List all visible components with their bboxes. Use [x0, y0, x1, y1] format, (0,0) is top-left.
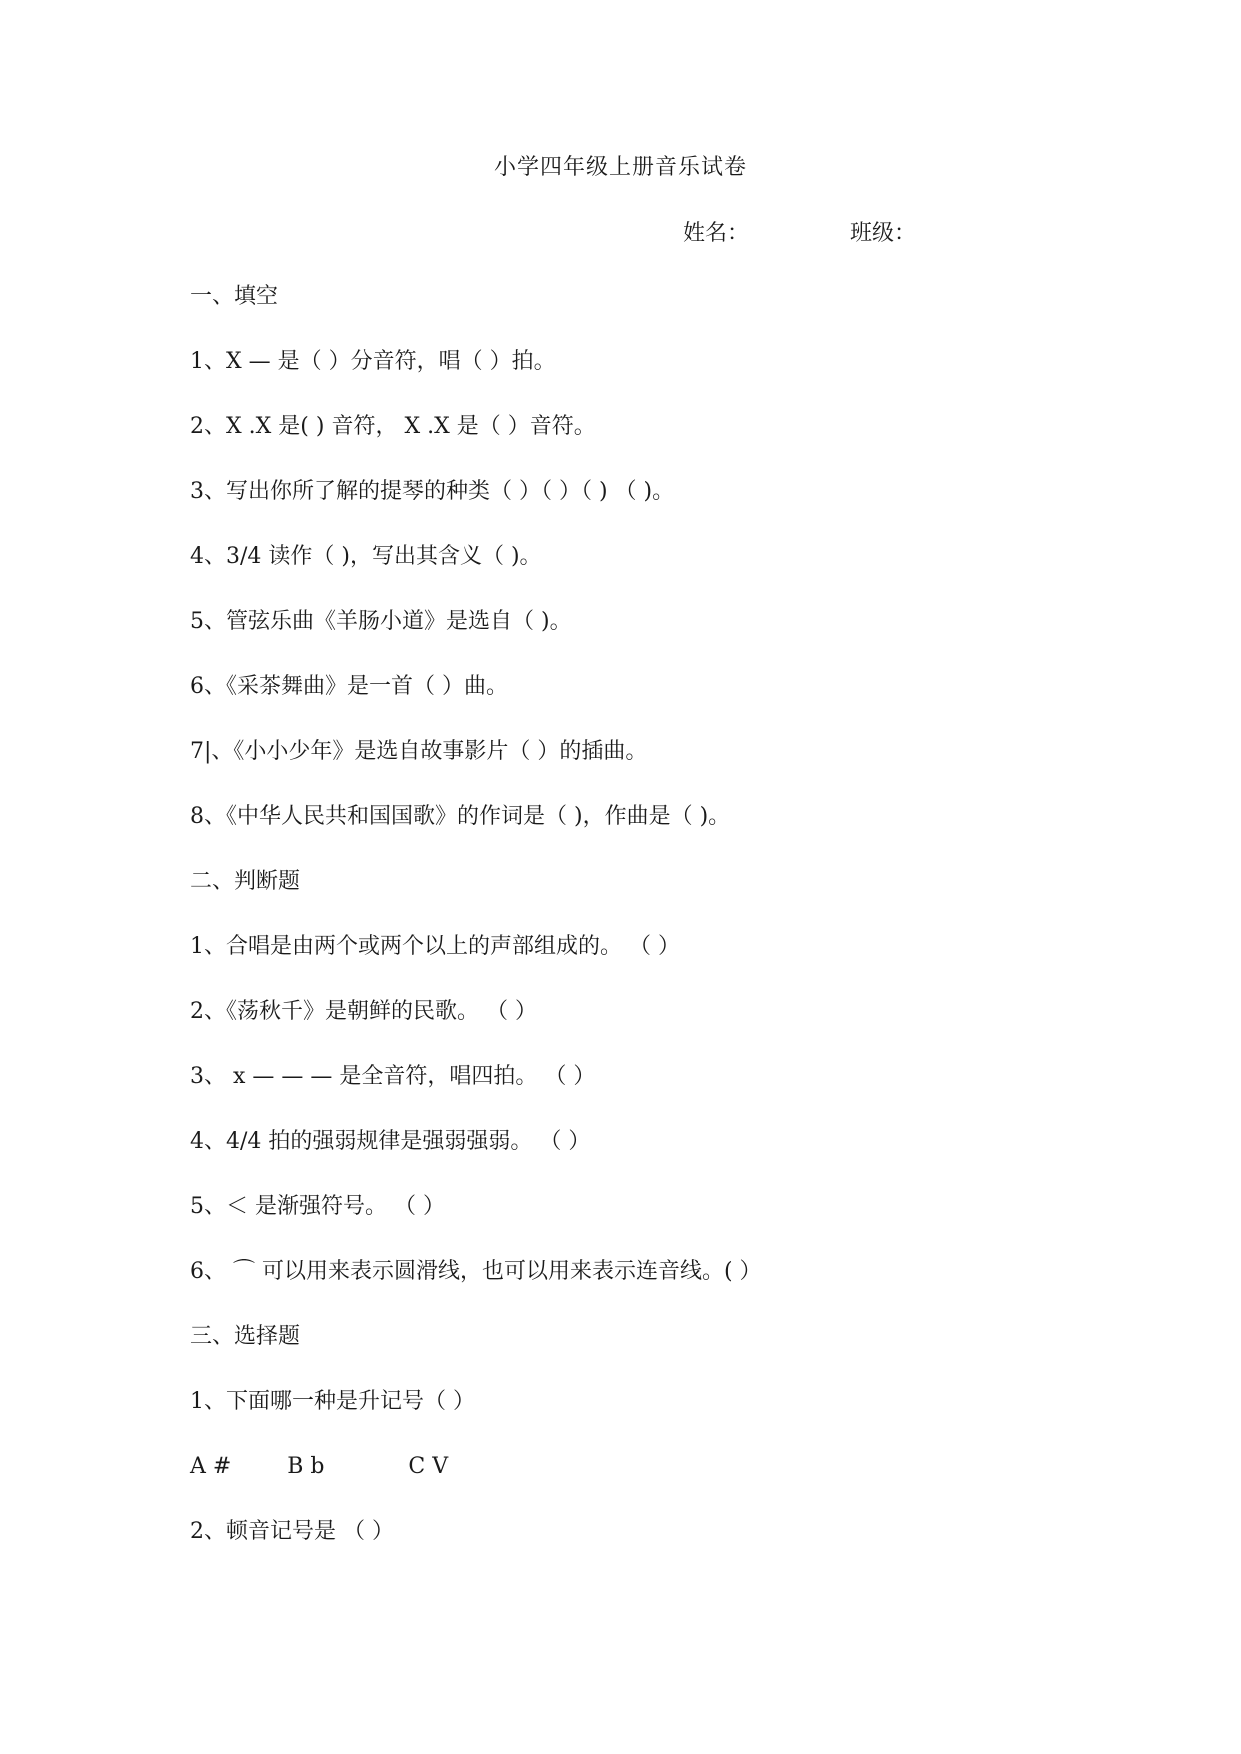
page-title: 小学四年级上册音乐试卷: [493, 155, 747, 180]
question-line: 1、X — 是（ ）分音符，唱（ ）拍。: [190, 349, 556, 374]
question-line: 5、管弦乐曲《羊肠小道》是选自（ )。: [190, 609, 572, 634]
question-line: 3、写出你所了解的提琴的种类（ ）（ ）（ ) （ )。: [190, 479, 675, 504]
answer-options: A # B b C V: [190, 1454, 449, 1479]
question-line: 4、4/4 拍的强弱规律是强弱强弱。 （ ）: [190, 1129, 591, 1154]
section-heading-multiple-choice: 三、选择题: [190, 1324, 301, 1349]
question-line: 2、X .X 是( ) 音符， X .X 是（ ）音符。: [190, 414, 596, 439]
question-line: 2、《荡秋千》是朝鲜的民歌。 （ ）: [190, 999, 537, 1024]
name-field-label: 姓名：: [683, 221, 750, 246]
question-line: 6、 ⌒ 可以用来表示圆滑线，也可以用来表示连音线。( ）: [190, 1259, 762, 1284]
question-line: 6、《采茶舞曲》是一首（ ）曲。: [190, 674, 508, 699]
question-line: 4、3/4 读作（ )，写出其含义（ )。: [190, 544, 542, 569]
question-list: [190, 282, 1190, 1582]
question-line: 2、顿音记号是 （ ）: [190, 1519, 394, 1544]
class-field-label: 班级：: [850, 221, 917, 246]
question-line: 7|、《小小少年》是选自故事影片（ ）的插曲。: [190, 739, 648, 764]
question-line: 5、＜ 是渐强符号。 （ ）: [190, 1194, 445, 1219]
section-heading-fill-blank: 一、填空: [190, 284, 279, 309]
question-line: 1、合唱是由两个或两个以上的声部组成的。 （ ）: [190, 934, 680, 959]
section-heading-true-false: 二、判断题: [190, 869, 301, 894]
question-line: 8、《中华人民共和国国歌》的作词是（ )，作曲是（ )。: [190, 804, 731, 829]
question-line: 1、下面哪一种是升记号（ ）: [190, 1389, 475, 1414]
question-line: 3、 x — — — 是全音符，唱四拍。 （ ）: [190, 1064, 596, 1089]
